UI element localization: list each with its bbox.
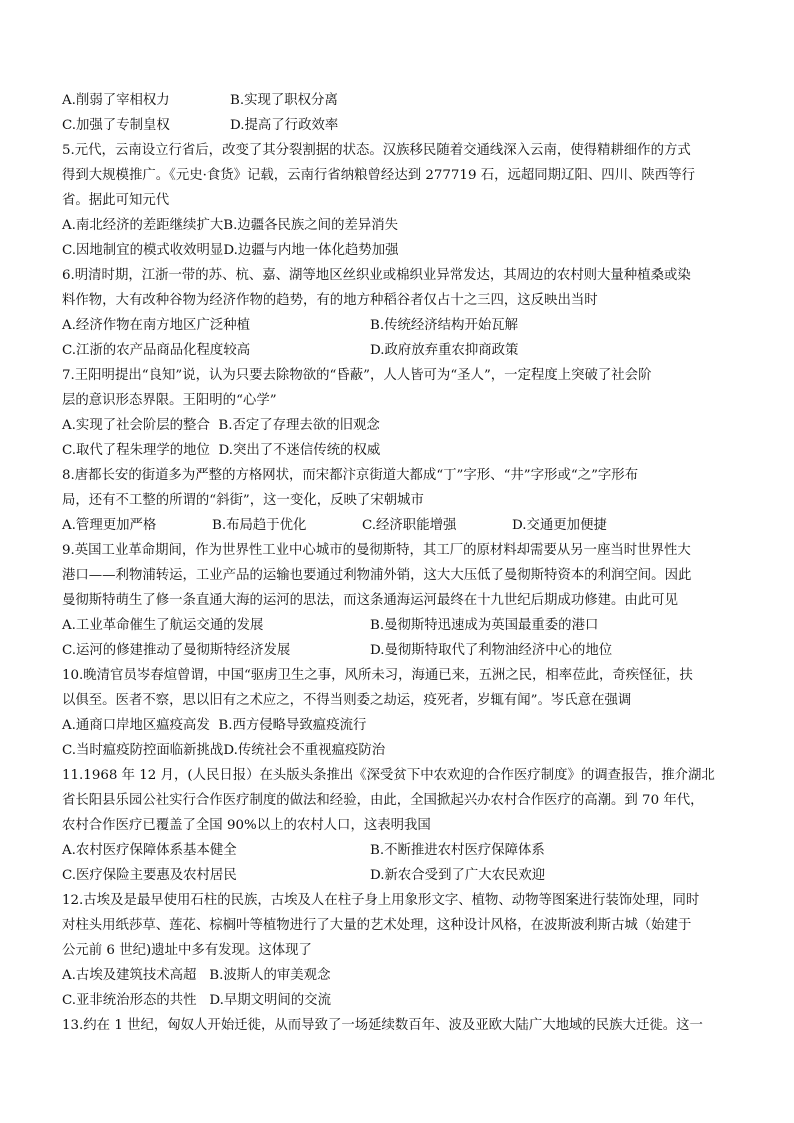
q7-stem-line-2: 层的意识形态界限。王阳明的“心学”	[62, 393, 277, 408]
q4-option-c[interactable]: C.加强了专制皇权	[62, 118, 170, 133]
q6-stem-line-1: 6.明清时期，江浙一带的苏、杭、嘉、湖等地区丝织业或棉织业异常发达，其周边的农村则大量种植桑或染	[62, 268, 691, 283]
q9-stem-line-3: 曼彻斯特萌生了修一条直通大海的运河的思法，而这条通海运河最终在十九世纪后期成功修建。由此可见	[62, 593, 678, 608]
q4-option-d[interactable]: D.提高了行政效率	[230, 118, 339, 133]
q4-option-b[interactable]: B.实现了职权分离	[230, 93, 338, 108]
q9-stem-line-2: 港口——利物浦转运，工业产品的运输也要通过利物浦外销，这大大压低了曼彻斯特资本的利润空间。因此	[62, 568, 692, 583]
q8-stem-line-1: 8.唐都长安的街道多为严整的方格网状，而宋都汴京街道大都成“丁”字形、“井”字形或“之”字形布	[62, 468, 639, 483]
q9-options-row-1	[62, 613, 744, 638]
q11-options-row-2	[62, 863, 744, 888]
q6-option-c[interactable]: C.江浙的农产品商品化程度较高	[62, 343, 251, 358]
q5-option-c[interactable]: C.因地制宜的模式收效明显	[62, 243, 224, 258]
q6-option-d[interactable]: D.政府放弃重农抑商政策	[370, 343, 519, 358]
q10-stem-line-1: 10.晚清官员岑春煊曾谓，中国“驱虏卫生之事，风所未习，海通已来，五洲之民，相率莅此，奇疾怪征，扶	[62, 668, 693, 683]
q6-options-row-1	[62, 313, 744, 338]
q4-option-a[interactable]: A.削弱了宰相权力	[62, 93, 170, 108]
q12-stem-line-3: 公元前 6 世纪)遗址中多有发现。这体现了	[62, 943, 312, 958]
q10-option-c[interactable]: C.当时瘟疫防控面临新挑战	[62, 743, 224, 758]
q5-stem-line-3: 省。据此可知元代	[62, 193, 170, 208]
q10-stem-line-2: 以俱至。医者不察，思以旧有之术应之，不得当则委之劫运，疫死者，岁辄有闻”。岑氏意在强调	[62, 693, 632, 708]
q9-option-a[interactable]: A.工业革命催生了航运交通的发展	[62, 618, 264, 633]
q5-options-row-1	[62, 213, 744, 238]
q7-stem-line-1: 7.王阳明提出“良知”说，认为只要去除物欲的“昏蔽”，人人皆可为“圣人”，一定程度上突破了社会阶	[62, 368, 652, 383]
q8-stem-line-2: 局，还有不工整的所谓的“斜街”，这一变化，反映了宋朝城市	[62, 493, 424, 508]
q10-option-d[interactable]: D.传统社会不重视瘟疫防治	[223, 743, 386, 758]
q8-option-c[interactable]: C.经济职能增强	[362, 518, 457, 533]
q10-option-a[interactable]: A.通商口岸地区瘟疫高发	[62, 718, 210, 733]
q6-option-a[interactable]: A.经济作物在南方地区广泛种植	[62, 318, 251, 333]
q12-option-c[interactable]: C.亚非统治形态的共性	[62, 993, 197, 1008]
q5-option-d[interactable]: D.边疆与内地一体化趋势加强	[223, 243, 399, 258]
q5-stem-line-2: 得到大规模推广。《元史·食货》记载，云南行省纳粮曾经达到 277719 石，远超同期辽阳、四川、陕西等行	[62, 168, 695, 183]
q12-stem-line-2: 对柱头用纸莎草、莲花、棕榈叶等植物进行了大量的艺术处理，这种设计风格，在波斯波利斯古城（始建于	[62, 918, 692, 933]
q11-options-row-1	[62, 838, 744, 863]
q4-options-row-1	[62, 88, 744, 113]
q5-stem-line-1: 5.元代，云南设立行省后，改变了其分裂割据的状态。汉族移民随着交通线深入云南，使得精耕细作的方式	[62, 143, 691, 158]
q7-option-c[interactable]: C.取代了程朱理学的地位	[62, 443, 210, 458]
q11-stem-line-1: 11.1968 年 12 月，(人民日报）在头版头条推出《深受贫下中农欢迎的合作医疗制度》的调查报告，推介湖北	[62, 768, 715, 783]
q5-options-row-2	[62, 238, 744, 263]
q9-option-d[interactable]: D.曼彻斯特取代了利物油经济中心的地位	[370, 643, 613, 658]
q9-options-row-2	[62, 638, 744, 663]
q8-options-row	[62, 513, 744, 538]
q4-options-row-2	[62, 113, 744, 138]
q12-options-row-2	[62, 988, 744, 1013]
q7-option-a[interactable]: A.实现了社会阶层的整合	[62, 418, 210, 433]
q12-stem-line-1: 12.古埃及是最早使用石柱的民族，古埃及人在柱子身上用象形文字、植物、动物等图案进行装饰处理，同时	[62, 893, 700, 908]
q13-stem-line-1: 13.约在 1 世纪，匈奴人开始迁徙，从而导致了一场延续数百年、波及亚欧大陆广大地域的民族大迁徙。这一	[62, 1018, 703, 1033]
q10-options-row-2	[62, 738, 744, 763]
q9-stem-line-1: 9.英国工业革命期间，作为世界性工业中心城市的曼彻斯特，其工厂的原材料却需要从另一座当时世界性大	[62, 543, 691, 558]
q11-option-a[interactable]: A.农村医疗保障体系基本健全	[62, 843, 237, 858]
q9-option-b[interactable]: B.曼彻斯特迅速成为英国最重委的港口	[370, 618, 599, 633]
q11-option-d[interactable]: D.新农合受到了广大农民欢迎	[370, 868, 546, 883]
q12-option-a[interactable]: A.古埃及建筑技术高超	[62, 968, 197, 983]
q11-option-c[interactable]: C.医疗保险主要惠及农村居民	[62, 868, 237, 883]
q5-option-b[interactable]: B.边疆各民族之间的差异消失	[223, 218, 399, 233]
q6-stem-line-2: 料作物，大有改种谷物为经济作物的趋势，有的地方种稻谷者仅占十之三四，这反映出当时	[62, 293, 598, 308]
q10-option-b[interactable]: B.西方侵略导致瘟疫流行	[218, 718, 367, 733]
q12-option-b[interactable]: B.波斯人的审美观念	[209, 968, 331, 983]
q7-options-row-1	[62, 413, 744, 438]
q8-option-d[interactable]: D.交通更加便捷	[512, 518, 607, 533]
q7-option-d[interactable]: D.突出了不迷信传统的权威	[218, 443, 381, 458]
q11-stem-line-3: 农村合作医疗已覆盖了全国 90%以上的农村人口，这表明我国	[62, 818, 431, 833]
q12-option-d[interactable]: D.早期文明间的交流	[209, 993, 331, 1008]
q5-option-a[interactable]: A.南北经济的差距继续扩大	[62, 218, 224, 233]
q8-option-b[interactable]: B.布局趋于优化	[212, 518, 307, 533]
q11-stem-line-2: 省长阳县乐园公社实行合作医疗制度的做法和经验，由此，全国掀起兴办农村合作医疗的高潮。到 70 年代，	[62, 793, 704, 808]
q12-options-row-1	[62, 963, 744, 988]
q7-options-row-2	[62, 438, 744, 463]
q11-option-b[interactable]: B.不断推进农村医疗保障体系	[370, 843, 545, 858]
q6-option-b[interactable]: B.传统经济结构开始瓦解	[370, 318, 519, 333]
q10-options-row-1	[62, 713, 744, 738]
q8-option-a[interactable]: A.管理更加严格	[62, 518, 157, 533]
q6-options-row-2	[62, 338, 744, 363]
q9-option-c[interactable]: C.运河的修建推动了曼彻斯特经济发展	[62, 643, 291, 658]
q7-option-b[interactable]: B.否定了存理去欲的旧观念	[218, 418, 380, 433]
